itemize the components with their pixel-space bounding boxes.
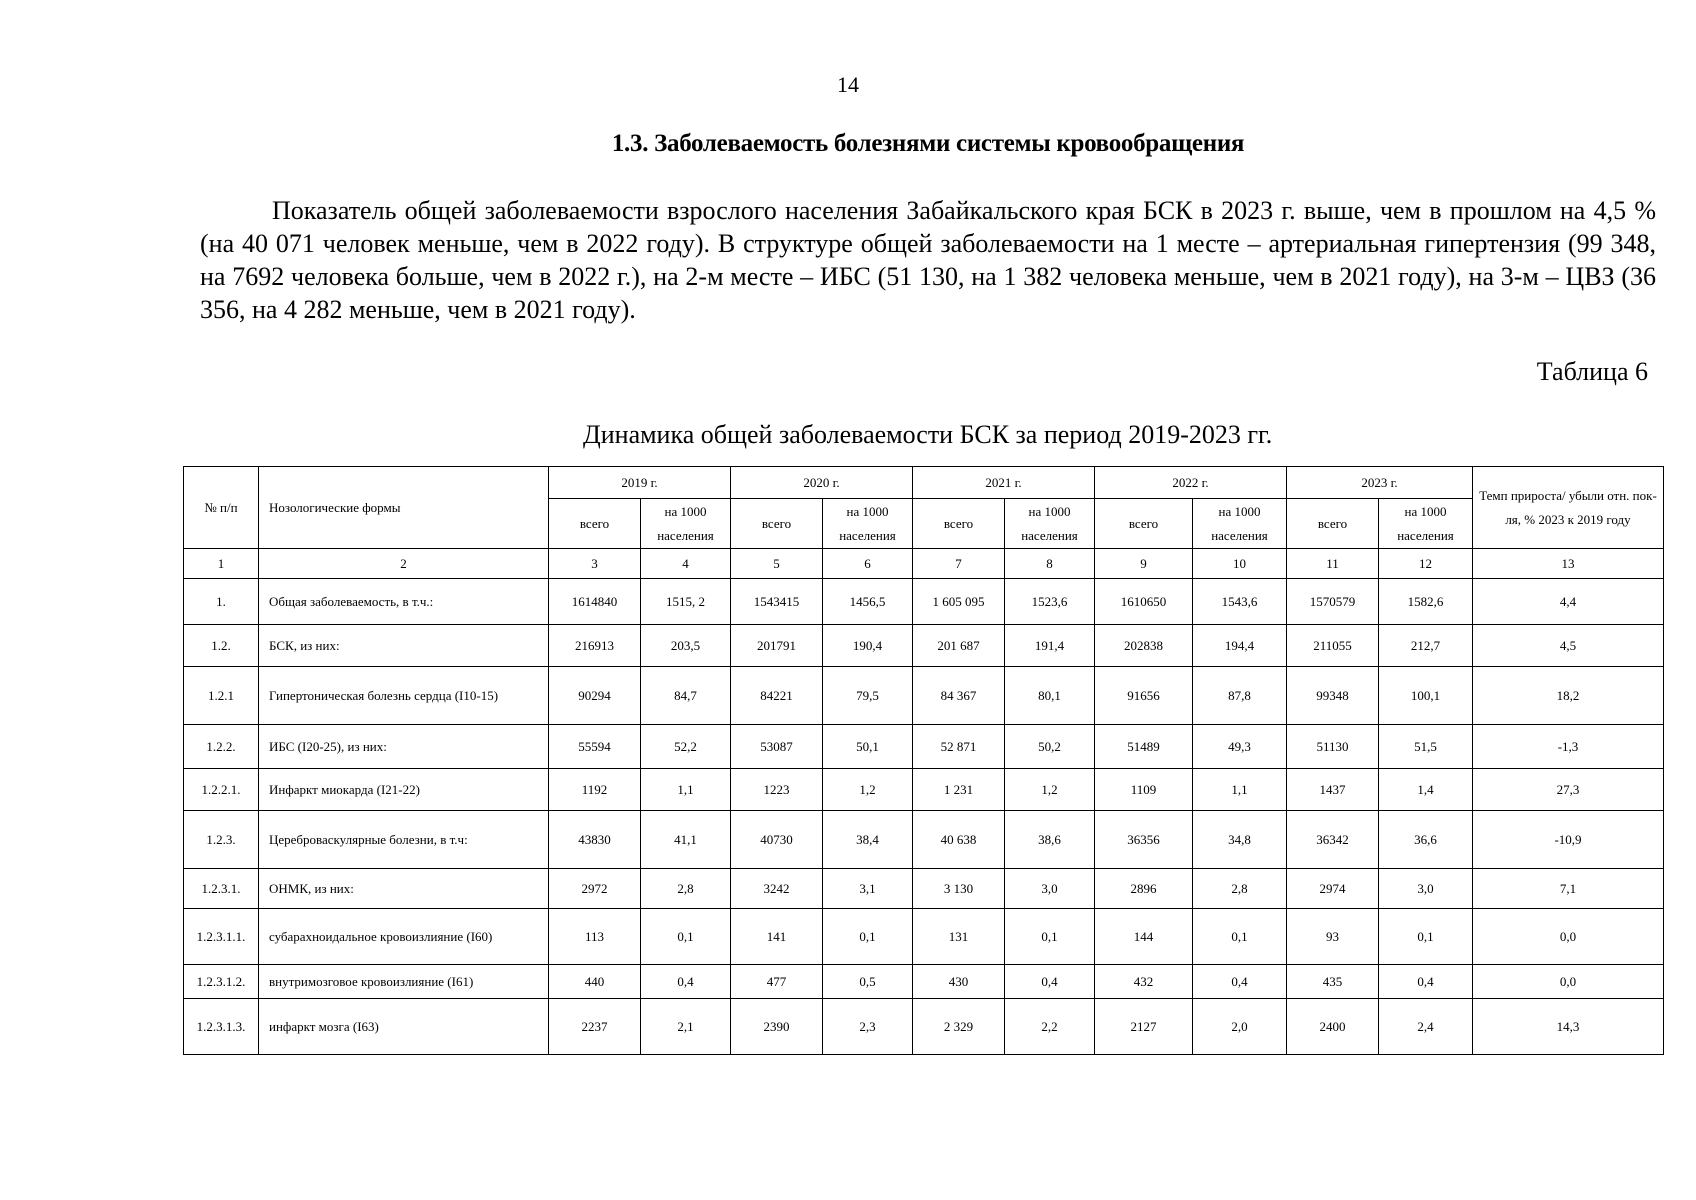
value-cell: 1515, 2 (641, 579, 731, 625)
value-cell: 0,5 (823, 965, 913, 999)
row-number: 1.2.3.1.3. (184, 999, 259, 1055)
row-number: 1.2.1 (184, 667, 259, 725)
value-cell: 52,2 (641, 725, 731, 769)
value-cell: 2,2 (1005, 999, 1095, 1055)
header-per1000: на 1000 населения (823, 499, 913, 549)
value-cell: 80,1 (1005, 667, 1095, 725)
value-cell: 2,8 (1193, 869, 1287, 909)
value-cell: 1 605 095 (913, 579, 1005, 625)
value-cell: 190,4 (823, 625, 913, 667)
column-number: 3 (549, 549, 641, 579)
row-name: ОНМК, из них: (259, 869, 549, 909)
column-number: 10 (1193, 549, 1287, 579)
growth-cell: -1,3 (1473, 725, 1664, 769)
header-row-years (184, 467, 1664, 499)
value-cell: 3,0 (1005, 869, 1095, 909)
value-cell: 51130 (1287, 725, 1379, 769)
value-cell: 100,1 (1379, 667, 1473, 725)
value-cell: 40730 (731, 811, 823, 869)
value-cell: 2,4 (1379, 999, 1473, 1055)
table-label: Таблица 6 (1536, 357, 1648, 386)
value-cell: 0,4 (1193, 965, 1287, 999)
row-number: 1.2.3.1. (184, 869, 259, 909)
header-total: всего (913, 499, 1005, 549)
header-per1000: на 1000 населения (1005, 499, 1095, 549)
morbidity-table (183, 466, 1664, 1055)
table-row (184, 769, 1664, 811)
value-cell: 3,1 (823, 869, 913, 909)
row-name: Инфаркт миокарда (I21-22) (259, 769, 549, 811)
value-cell: 435 (1287, 965, 1379, 999)
value-cell: 84221 (731, 667, 823, 725)
growth-cell: 4,4 (1473, 579, 1664, 625)
header-total: всего (1095, 499, 1193, 549)
value-cell: 49,3 (1193, 725, 1287, 769)
row-number: 1.2.3.1.2. (184, 965, 259, 999)
value-cell: 0,4 (1005, 965, 1095, 999)
value-cell: 2,3 (823, 999, 913, 1055)
growth-cell: 27,3 (1473, 769, 1664, 811)
value-cell: 36,6 (1379, 811, 1473, 869)
column-number: 11 (1287, 549, 1379, 579)
value-cell: 1,4 (1379, 769, 1473, 811)
value-cell: 0,1 (1193, 909, 1287, 965)
column-number-row (184, 549, 1664, 579)
value-cell: 141 (731, 909, 823, 965)
value-cell: 2400 (1287, 999, 1379, 1055)
table-row (184, 869, 1664, 909)
table-row (184, 625, 1664, 667)
row-name: БСК, из них: (259, 625, 549, 667)
growth-cell: 7,1 (1473, 869, 1664, 909)
value-cell: 40 638 (913, 811, 1005, 869)
value-cell: 0,4 (641, 965, 731, 999)
value-cell: 84,7 (641, 667, 731, 725)
table-row (184, 965, 1664, 999)
value-cell: 41,1 (641, 811, 731, 869)
column-number: 13 (1473, 549, 1664, 579)
column-number: 8 (1005, 549, 1095, 579)
column-number: 9 (1095, 549, 1193, 579)
value-cell: 2 329 (913, 999, 1005, 1055)
column-number: 2 (259, 549, 549, 579)
table-row (184, 999, 1664, 1055)
column-number: 7 (913, 549, 1005, 579)
value-cell: 113 (549, 909, 641, 965)
header-num: № п/п (184, 467, 259, 549)
value-cell: 1614840 (549, 579, 641, 625)
row-number: 1.2. (184, 625, 259, 667)
header-growth: Темп прироста/ убыли отн. пок-ля, % 2023 к 2019 году (1473, 467, 1664, 549)
table-caption: Динамика общей заболеваемости БСК за период 2019-2023 гг. (583, 420, 1273, 449)
value-cell: 55594 (549, 725, 641, 769)
value-cell: 1,2 (823, 769, 913, 811)
value-cell: 1543,6 (1193, 579, 1287, 625)
table-row (184, 909, 1664, 965)
value-cell: 1,1 (1193, 769, 1287, 811)
value-cell: 216913 (549, 625, 641, 667)
value-cell: 144 (1095, 909, 1193, 965)
value-cell: 477 (731, 965, 823, 999)
header-year: 2022 г. (1095, 467, 1287, 499)
column-number: 12 (1379, 549, 1473, 579)
table-row (184, 667, 1664, 725)
value-cell: 2,8 (641, 869, 731, 909)
growth-cell: 4,5 (1473, 625, 1664, 667)
value-cell: 0,4 (1379, 965, 1473, 999)
value-cell: 0,1 (823, 909, 913, 965)
intro-paragraph: Показатель общей заболеваемости взрослого населения Забайкальского края БСК в 2023 г. выше, чем в прошлом на 4,5 % (на 40 071 человек меньше, чем в 2022 году). В структуре общей заболеваемости на 1 месте – артериальная гипертензия (99 348, на 7692 человека больше, чем в 2022 г.), на 2-м месте – ИБС (51 130, на 1 382 человека меньше, чем в 2021 году), на 3-м – ЦВЗ (36 356, на 4 282 меньше, чем в 2021 году). (200, 196, 1656, 324)
value-cell: 2,1 (641, 999, 731, 1055)
value-cell: 2390 (731, 999, 823, 1055)
value-cell: 1456,5 (823, 579, 913, 625)
header-total: всего (549, 499, 641, 549)
value-cell: 87,8 (1193, 667, 1287, 725)
row-name: субарахноидальное кровоизлияние (I60) (259, 909, 549, 965)
growth-cell: 18,2 (1473, 667, 1664, 725)
value-cell: 51,5 (1379, 725, 1473, 769)
row-name: Общая заболеваемость, в т.ч.: (259, 579, 549, 625)
value-cell: 131 (913, 909, 1005, 965)
value-cell: 90294 (549, 667, 641, 725)
row-number: 1.2.2.1. (184, 769, 259, 811)
table-row (184, 725, 1664, 769)
row-name: Цереброваскулярные болезни, в т.ч: (259, 811, 549, 869)
column-number: 6 (823, 549, 913, 579)
header-per1000: на 1000 населения (641, 499, 731, 549)
value-cell: 430 (913, 965, 1005, 999)
value-cell: 201 687 (913, 625, 1005, 667)
value-cell: 1437 (1287, 769, 1379, 811)
growth-cell: 0,0 (1473, 909, 1664, 965)
header-year: 2019 г. (549, 467, 731, 499)
value-cell: 201791 (731, 625, 823, 667)
header-year: 2023 г. (1287, 467, 1473, 499)
value-cell: 440 (549, 965, 641, 999)
value-cell: 84 367 (913, 667, 1005, 725)
value-cell: 38,6 (1005, 811, 1095, 869)
value-cell: 3,0 (1379, 869, 1473, 909)
value-cell: 51489 (1095, 725, 1193, 769)
value-cell: 3 130 (913, 869, 1005, 909)
value-cell: 2896 (1095, 869, 1193, 909)
row-name: инфаркт мозга (I63) (259, 999, 549, 1055)
value-cell: 52 871 (913, 725, 1005, 769)
row-name: Гипертоническая болезнь сердца (I10-15) (259, 667, 549, 725)
row-name: ИБС (I20-25), из них: (259, 725, 549, 769)
value-cell: 2974 (1287, 869, 1379, 909)
value-cell: 432 (1095, 965, 1193, 999)
page-number: 14 (837, 72, 859, 97)
row-number: 1. (184, 579, 259, 625)
row-number: 1.2.3.1.1. (184, 909, 259, 965)
value-cell: 202838 (1095, 625, 1193, 667)
value-cell: 3242 (731, 869, 823, 909)
value-cell: 1223 (731, 769, 823, 811)
value-cell: 0,1 (1379, 909, 1473, 965)
value-cell: 1582,6 (1379, 579, 1473, 625)
value-cell: 1610650 (1095, 579, 1193, 625)
row-number: 1.2.2. (184, 725, 259, 769)
header-year: 2020 г. (731, 467, 913, 499)
value-cell: 2,0 (1193, 999, 1287, 1055)
value-cell: 194,4 (1193, 625, 1287, 667)
value-cell: 2972 (549, 869, 641, 909)
value-cell: 212,7 (1379, 625, 1473, 667)
value-cell: 2127 (1095, 999, 1193, 1055)
value-cell: 50,2 (1005, 725, 1095, 769)
column-number: 4 (641, 549, 731, 579)
header-name: Нозологические формы (259, 467, 549, 549)
value-cell: 36342 (1287, 811, 1379, 869)
value-cell: 1570579 (1287, 579, 1379, 625)
header-year: 2021 г. (913, 467, 1095, 499)
value-cell: 1109 (1095, 769, 1193, 811)
header-total: всего (1287, 499, 1379, 549)
column-number: 5 (731, 549, 823, 579)
table-row (184, 811, 1664, 869)
value-cell: 1,1 (641, 769, 731, 811)
value-cell: 203,5 (641, 625, 731, 667)
value-cell: 36356 (1095, 811, 1193, 869)
section-title: 1.3. Заболеваемость болезнями системы кровообращения (611, 130, 1245, 157)
value-cell: 0,1 (641, 909, 731, 965)
row-name: внутримозговое кровоизлияние (I61) (259, 965, 549, 999)
value-cell: 93 (1287, 909, 1379, 965)
value-cell: 79,5 (823, 667, 913, 725)
value-cell: 99348 (1287, 667, 1379, 725)
value-cell: 50,1 (823, 725, 913, 769)
value-cell: 191,4 (1005, 625, 1095, 667)
value-cell: 91656 (1095, 667, 1193, 725)
value-cell: 1523,6 (1005, 579, 1095, 625)
growth-cell: 0,0 (1473, 965, 1664, 999)
value-cell: 1,2 (1005, 769, 1095, 811)
growth-cell: 14,3 (1473, 999, 1664, 1055)
value-cell: 211055 (1287, 625, 1379, 667)
header-per1000: на 1000 населения (1379, 499, 1473, 549)
header-total: всего (731, 499, 823, 549)
value-cell: 2237 (549, 999, 641, 1055)
value-cell: 53087 (731, 725, 823, 769)
value-cell: 43830 (549, 811, 641, 869)
value-cell: 1192 (549, 769, 641, 811)
value-cell: 1 231 (913, 769, 1005, 811)
header-per1000: на 1000 населения (1193, 499, 1287, 549)
value-cell: 1543415 (731, 579, 823, 625)
column-number: 1 (184, 549, 259, 579)
value-cell: 38,4 (823, 811, 913, 869)
value-cell: 34,8 (1193, 811, 1287, 869)
row-number: 1.2.3. (184, 811, 259, 869)
growth-cell: -10,9 (1473, 811, 1664, 869)
value-cell: 0,1 (1005, 909, 1095, 965)
table-row (184, 579, 1664, 625)
